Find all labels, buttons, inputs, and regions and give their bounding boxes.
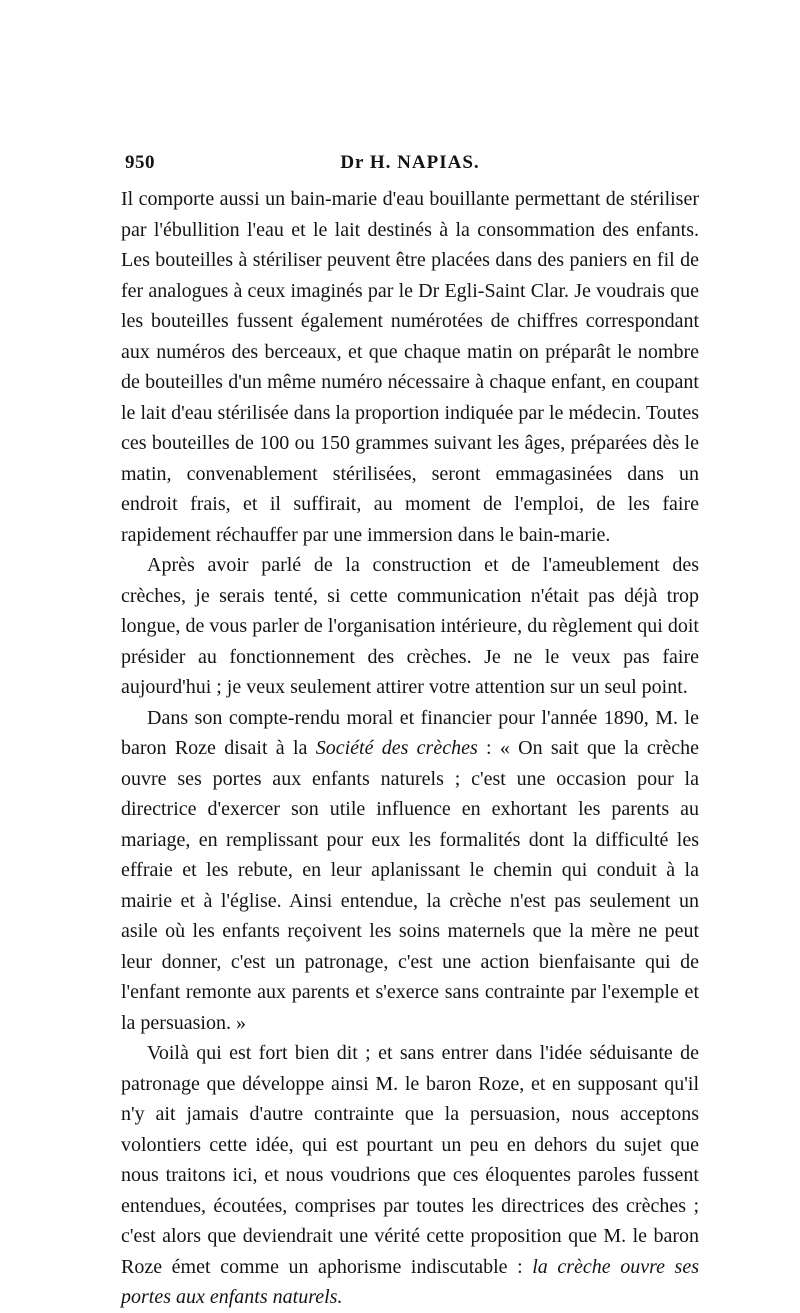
running-head-author: Dr H. NAPIAS. xyxy=(340,152,480,173)
paragraph-text: Après avoir parlé de la construction et de l'ameublement des crèches, je serais tenté, si cette communication n'était pas déjà trop longue, de vous parler de l'organisation intérieure, du règlement qui doit présider au fonctionnement des crèches. Je ne le veux pas faire aujourd'hui ; je veux seulement attirer votre attention sur un seul point. xyxy=(121,554,699,698)
page-number: 950 xyxy=(125,152,155,173)
paragraph-text: : « On sait que la crèche ouvre ses portes aux enfants naturels ; c'est une occasion pour la directrice d'exercer son utile influence en exhortant les parents au mariage, en remplissant pour eux les formalités dont la difficulté les effraie et les rebute, en leur aplanissant le chemin qui conduit à la mairie et à l'église. Ainsi entendue, la crèche n'est pas seulement un asile où les enfants reçoivent les soins maternels que la mère ne peut leur donner, c'est un patronage, c'est une action bienfaisante qui de l'enfant remonte aux parents et s'exerce sans contrainte par l'exemple et la persuasion. » xyxy=(121,737,699,1034)
paragraph-sterilization xyxy=(121,184,699,550)
paragraph-conclusion xyxy=(121,1038,699,1313)
society-name-italic: Société des crèches xyxy=(315,737,478,759)
book-page xyxy=(121,150,699,1313)
aphorism-italic: la crèche ouvre ses portes aux enfants naturels. xyxy=(121,1255,699,1308)
paragraph-organisation xyxy=(121,550,699,703)
running-head xyxy=(121,150,699,178)
paragraph-baron-roze-quote xyxy=(121,703,699,1039)
paragraph-text: Dans son compte-rendu moral et financier pour l'année 1890, M. le baron Roze disait à la xyxy=(121,706,699,759)
paragraph-text: Voilà qui est fort bien dit ; et sans entrer dans l'idée séduisante de patronage que développe ainsi M. le baron Roze, et en supposant qu'il n'y ait jamais d'autre contrainte que la persuasion, nous acceptons volontiers cette idée, qui est pourtant un peu en dehors du sujet que nous traitons ici, et nous voudrions que ces éloquentes paroles fussent entendues, écoutées, comprises par toutes les directrices des crèches ; c'est alors que deviendrait une vérité cette proposition que M. le baron Roze émet comme un aphorisme indiscutable : xyxy=(121,1042,699,1278)
paragraph-text: Il comporte aussi un bain-marie d'eau bouillante permettant de stériliser par l'ébullition l'eau et le lait destinés à la consommation des enfants. Les bouteilles à stériliser peuvent être placées dans des paniers en fil de fer analogues à ceux imaginés par le Dr Egli-Saint Clar. Je voudrais que les bouteilles fussent également numérotées de chiffres correspondant aux numéros des berceaux, et que chaque matin on préparât le nombre de bouteilles d'un même numéro nécessaire à chaque enfant, en coupant le lait d'eau stérilisée dans la proportion indiquée par le médecin. Toutes ces bouteilles de 100 ou 150 grammes suivant les âges, préparées dès le matin, convenablement stérilisées, seront emmagasinées dans un endroit frais, et il suffirait, au moment de l'emploi, de les faire rapidement réchauffer par une immersion dans le bain-marie. xyxy=(121,188,699,546)
body-text xyxy=(121,184,699,1313)
